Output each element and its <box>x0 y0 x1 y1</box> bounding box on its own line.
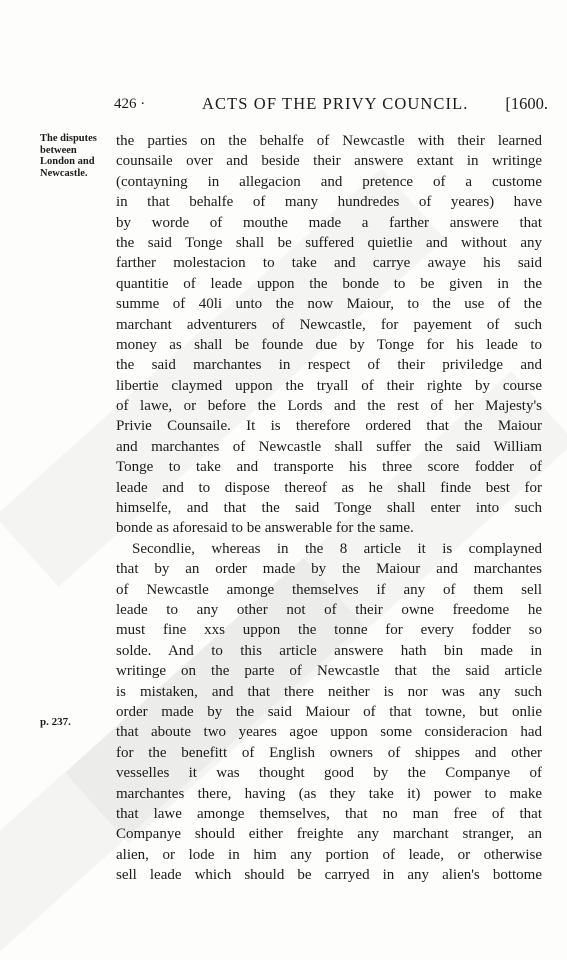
text-line: bonde as aforesaid to be answerable for the same. <box>116 520 414 537</box>
text-line: for the benefitt of English owners of shippes and other <box>116 744 542 761</box>
text-line: leade and to dispose thereof as he shall finde best for <box>116 479 542 496</box>
year-label: [1600. <box>505 94 548 113</box>
text-line: solde. And to this article answere hath bin made in <box>116 642 542 659</box>
text-line: farther molestacion to take and carrye awaye his said <box>116 255 542 272</box>
text-line: leade to any other not of their owne freedome he <box>116 601 542 618</box>
text-line: that lawe amonge themselves, that no man free of that <box>116 805 542 822</box>
text-line: that by an order made by the Maiour and marchantes <box>116 561 542 578</box>
text-line: Companye should either freighte any marchant stranger, an <box>116 826 542 843</box>
text-line: counsaile over and beside their answere extant in writinge <box>116 153 542 170</box>
text-line: alien, or lode in him any portion of leade, or otherwise <box>116 846 542 863</box>
text-line: quantitie of leade uppon the bonde to be given in the <box>116 275 542 292</box>
text-line: Secondlie, whereas in the 8 article it is complayned <box>132 540 542 557</box>
text-line: vesselles it was thought good by the Companye of <box>116 765 542 782</box>
text-line: libertie claymed uppon the tryall of their righte by course <box>116 377 542 394</box>
text-line: by worde of mouthe made a farther answere that <box>116 214 542 231</box>
margin-note-topic: The disputes between London and Newcastle. <box>40 133 97 179</box>
text-line: Privie Counsaile. It is therefore ordered that the Maiour <box>116 418 542 435</box>
text-line: the parties on the behalfe of Newcastle with their learned <box>116 133 542 149</box>
running-title: ACTS OF THE PRIVY COUNCIL. <box>202 94 469 113</box>
paragraph-2 <box>116 539 542 886</box>
page-number: 426 · <box>114 96 146 112</box>
text-line: Tonge to take and transporte his three score fodder of <box>116 459 542 476</box>
text-line: sell leade which should be carryed in any alien's bottome <box>116 867 542 884</box>
text-line: of Newcastle amonge themselves if any of them sell <box>116 581 542 598</box>
paragraph-1 <box>116 131 542 539</box>
margin-page-reference: p. 237. <box>40 716 71 728</box>
text-line: himselfe, and that the said Tonge shall enter into such <box>116 500 542 517</box>
text-line: of lawe, or before the Lords and the rest of her Majesty's <box>116 398 542 415</box>
page-header <box>114 94 548 116</box>
text-line: is mistaken, and that there neither is nor was any such <box>116 683 542 700</box>
text-line: summe of 40li unto the now Maiour, to the use of the <box>116 296 542 313</box>
body-text <box>116 131 542 885</box>
text-line: in that behalfe of many hundredes of yeares) have <box>116 194 542 211</box>
text-line: marchantes there, having (as they take it) power to make <box>116 785 542 802</box>
text-line: the said Tonge shall be suffered quietlie and without any <box>116 234 542 251</box>
text-line: marchant adventurers of Newcastle, for payement of such <box>116 316 542 333</box>
text-line: (contayning in allegacion and pretence of a custome <box>116 173 542 190</box>
text-line: money as shall be founde due by Tonge for his leade to <box>116 336 542 353</box>
text-line: the said marchantes in respect of their priviledge and <box>116 357 542 374</box>
text-line: order made by the said Maiour of that towne, but onlie <box>116 703 542 720</box>
text-line: writinge on the parte of Newcastle that the said article <box>116 663 542 680</box>
text-line: and marchantes of Newcastle shall suffer the said William <box>116 438 542 455</box>
text-line: must fine xxs uppon the tonne for every fodder so <box>116 622 542 639</box>
text-line: that aboute two yeares agoe uppon some consideracion had <box>116 724 542 741</box>
